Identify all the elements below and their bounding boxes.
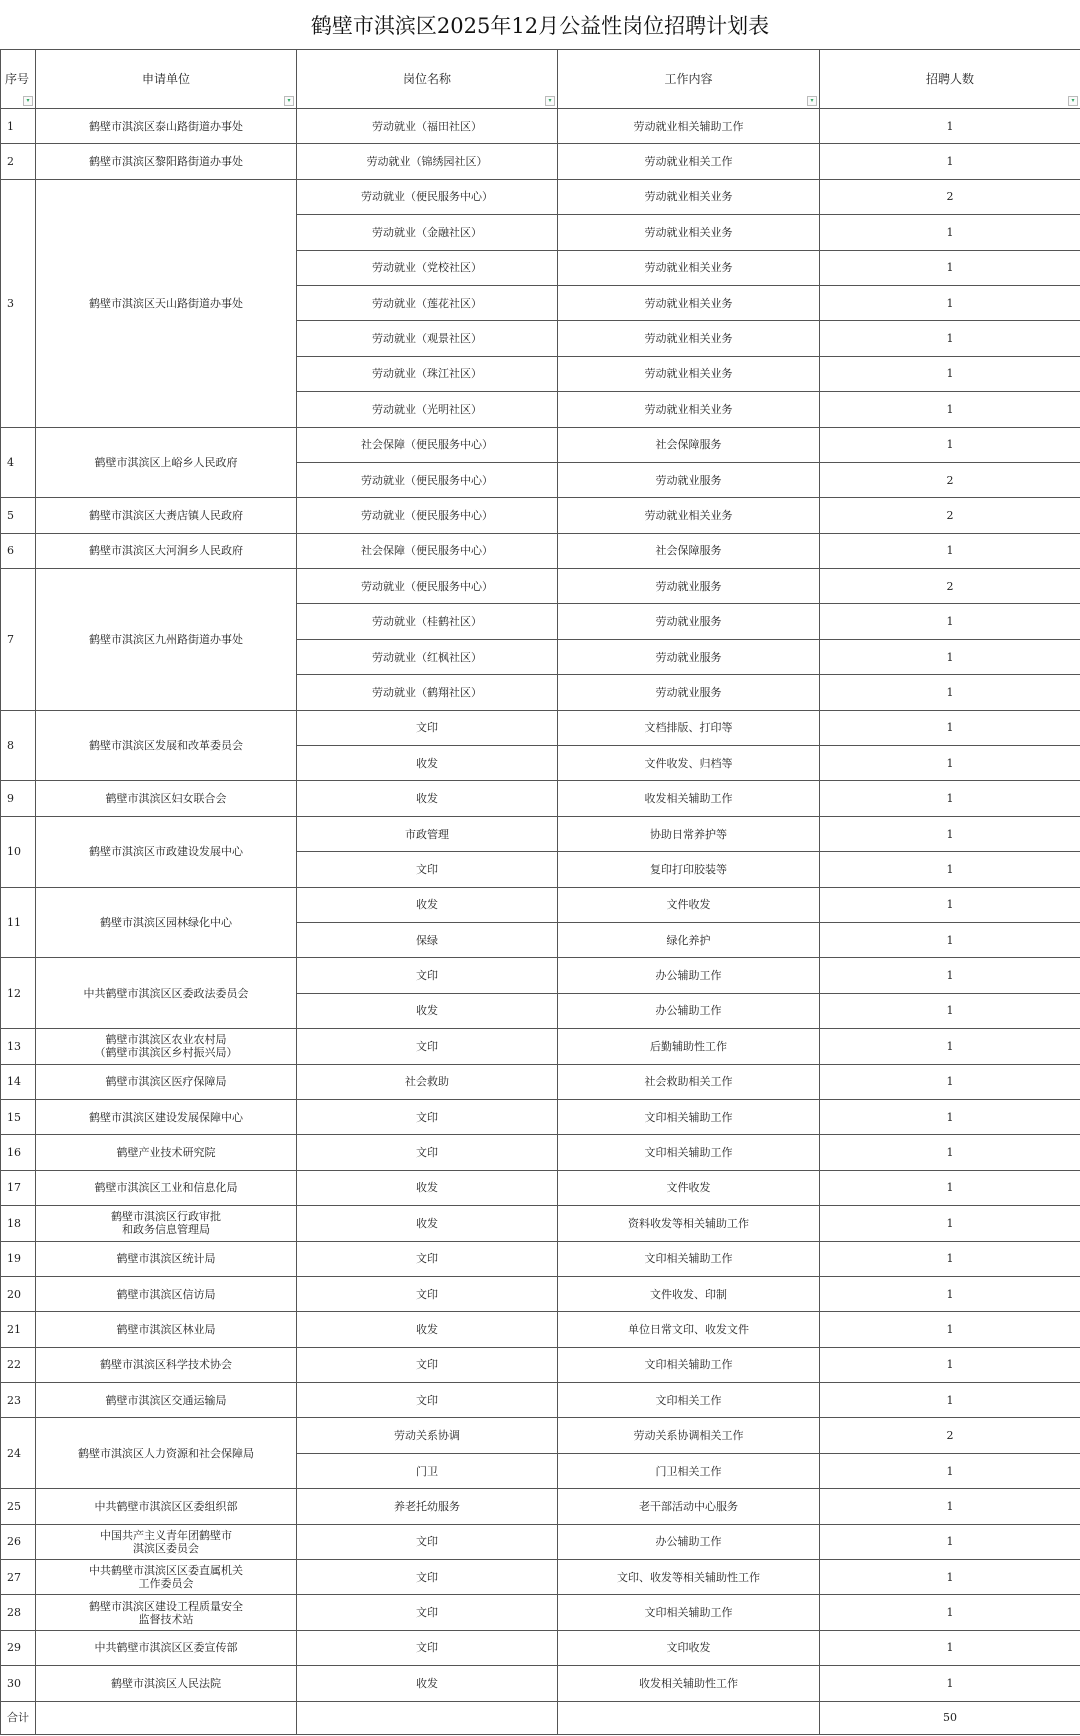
row-position: 劳动就业（红枫社区） [297,639,558,674]
row-position: 门卫 [297,1453,558,1488]
row-position: 文印 [297,958,558,993]
table-row [1,1029,1080,1064]
row-content: 劳动就业相关业务 [558,179,820,214]
row-seq: 2 [1,144,36,179]
row-unit: 鹤壁市淇滨区市政建设发展中心 [36,816,297,887]
table-row [1,1276,1080,1311]
row-unit: 鹤壁市淇滨区科学技术协会 [36,1347,297,1382]
row-seq: 21 [1,1312,36,1347]
row-count: 1 [820,1206,1080,1241]
row-unit: 鹤壁市淇滨区农业农村局 （鹤壁市淇滨区乡村振兴局） [36,1029,297,1064]
row-count: 2 [820,498,1080,533]
row-count: 1 [820,1064,1080,1099]
row-seq: 17 [1,1170,36,1205]
row-position: 文印 [297,1029,558,1064]
row-seq: 22 [1,1347,36,1382]
row-seq: 27 [1,1560,36,1595]
row-count: 1 [820,746,1080,781]
row-content: 收发相关辅助工作 [558,781,820,816]
row-content: 劳动关系协调相关工作 [558,1418,820,1453]
row-count: 1 [820,215,1080,250]
row-content: 文印、收发等相关辅助性工作 [558,1560,820,1595]
header-unit-label: 申请单位 [141,71,190,86]
row-seq: 10 [1,816,36,887]
row-position: 养老托幼服务 [297,1489,558,1524]
page-title: 鹤壁市淇滨区2025年12月公益性岗位招聘计划表 [310,14,770,38]
row-seq: 5 [1,498,36,533]
row-position: 收发 [297,993,558,1028]
row-position: 保绿 [297,922,558,957]
row-count: 2 [820,179,1080,214]
table-row [1,1347,1080,1382]
row-content: 办公辅助工作 [558,958,820,993]
row-unit: 鹤壁市淇滨区交通运输局 [36,1383,297,1418]
row-position: 文印 [297,1595,558,1630]
row-count: 1 [820,781,1080,816]
row-unit: 鹤壁市淇滨区信访局 [36,1276,297,1311]
row-count: 1 [820,356,1080,391]
row-position: 文印 [297,1524,558,1559]
row-content: 劳动就业相关辅助工作 [558,109,820,144]
row-position: 劳动就业（珠江社区） [297,356,558,391]
row-unit: 鹤壁市淇滨区发展和改革委员会 [36,710,297,781]
row-seq: 16 [1,1135,36,1170]
row-count: 1 [820,639,1080,674]
row-content: 收发相关辅助性工作 [558,1666,820,1701]
table-row [1,1206,1080,1241]
row-count: 1 [820,109,1080,144]
row-seq: 18 [1,1206,36,1241]
row-position: 劳动就业（莲花社区） [297,285,558,320]
row-content: 劳动就业相关工作 [558,144,820,179]
table-row [1,710,1080,745]
row-content: 文件收发 [558,1170,820,1205]
row-position: 劳动就业（便民服务中心） [297,498,558,533]
row-position: 社会保障（便民服务中心） [297,427,558,462]
row-content: 办公辅助工作 [558,993,820,1028]
row-seq: 4 [1,427,36,498]
row-content: 协助日常养护等 [558,816,820,851]
row-seq: 19 [1,1241,36,1276]
row-position: 劳动关系协调 [297,1418,558,1453]
header-position-label: 岗位名称 [402,71,451,86]
row-unit: 鹤壁市淇滨区工业和信息化局 [36,1170,297,1205]
table-row [1,1524,1080,1559]
row-position: 文印 [297,1241,558,1276]
row-content: 劳动就业相关业务 [558,498,820,533]
row-unit: 鹤壁市淇滨区大河涧乡人民政府 [36,533,297,568]
row-position: 劳动就业（党校社区） [297,250,558,285]
table-row [1,1099,1080,1134]
row-count: 1 [820,1383,1080,1418]
row-unit: 鹤壁市淇滨区医疗保障局 [36,1064,297,1099]
row-seq: 3 [1,179,36,427]
row-content: 文印相关辅助工作 [558,1135,820,1170]
row-count: 1 [820,321,1080,356]
filter-dropdown-icon[interactable]: ▾ [23,96,33,106]
row-count: 1 [820,1135,1080,1170]
row-content: 社会保障服务 [558,533,820,568]
row-unit: 中共鹤壁市淇滨区区委组织部 [36,1489,297,1524]
table-row [1,533,1080,568]
row-position: 文印 [297,1135,558,1170]
table-row [1,781,1080,816]
row-count: 1 [820,1029,1080,1064]
table-row [1,1666,1080,1701]
row-count: 2 [820,569,1080,604]
row-seq: 25 [1,1489,36,1524]
row-position: 文印 [297,1383,558,1418]
row-count: 1 [820,604,1080,639]
row-position: 劳动就业（观景社区） [297,321,558,356]
row-unit: 鹤壁市淇滨区林业局 [36,1312,297,1347]
row-count: 1 [820,1170,1080,1205]
row-count: 1 [820,1099,1080,1134]
row-seq: 13 [1,1029,36,1064]
table-row [1,1595,1080,1630]
header-row [1,50,1080,109]
row-count: 1 [820,1312,1080,1347]
row-content: 绿化养护 [558,922,820,957]
row-position: 文印 [297,1560,558,1595]
row-count: 1 [820,710,1080,745]
row-seq: 14 [1,1064,36,1099]
row-count: 1 [820,1489,1080,1524]
table-row [1,816,1080,851]
row-seq: 29 [1,1630,36,1665]
filter-dropdown-icon[interactable]: ▾ [807,96,817,106]
row-content: 门卫相关工作 [558,1453,820,1488]
table-row [1,1170,1080,1205]
table-row [1,569,1080,604]
row-count: 1 [820,250,1080,285]
row-unit: 鹤壁市淇滨区统计局 [36,1241,297,1276]
row-content: 文印收发 [558,1630,820,1665]
row-unit: 中共鹤壁市淇滨区区委政法委员会 [36,958,297,1029]
row-unit: 中共鹤壁市淇滨区区委直属机关 工作委员会 [36,1560,297,1595]
row-position: 文印 [297,710,558,745]
row-count: 1 [820,1347,1080,1382]
row-seq: 9 [1,781,36,816]
table-row [1,1489,1080,1524]
filter-dropdown-icon[interactable]: ▾ [1068,96,1078,106]
row-position: 劳动就业（桂鹤社区） [297,604,558,639]
row-content: 文印相关辅助工作 [558,1099,820,1134]
row-count: 2 [820,462,1080,497]
header-content-label: 工作内容 [664,71,713,86]
row-content: 劳动就业服务 [558,462,820,497]
header-seq [1,50,36,109]
row-seq: 30 [1,1666,36,1701]
header-position [297,50,558,109]
row-content: 资料收发等相关辅助工作 [558,1206,820,1241]
header-content [558,50,820,109]
row-count: 1 [820,887,1080,922]
row-content: 劳动就业相关业务 [558,250,820,285]
row-unit: 鹤壁市淇滨区上峪乡人民政府 [36,427,297,498]
row-count: 1 [820,993,1080,1028]
row-position: 劳动就业（鹤翔社区） [297,675,558,710]
row-position: 劳动就业（金融社区） [297,215,558,250]
row-count: 1 [820,922,1080,957]
row-unit: 中共鹤壁市淇滨区区委宣传部 [36,1630,297,1665]
table-row [1,427,1080,462]
row-content: 劳动就业服务 [558,569,820,604]
row-position: 社会保障（便民服务中心） [297,533,558,568]
table-row [1,144,1080,179]
row-content: 劳动就业相关业务 [558,285,820,320]
row-content: 劳动就业服务 [558,675,820,710]
row-content: 文印相关工作 [558,1383,820,1418]
row-seq: 7 [1,569,36,711]
row-seq: 23 [1,1383,36,1418]
row-unit: 鹤壁产业技术研究院 [36,1135,297,1170]
row-unit: 鹤壁市淇滨区行政审批 和政务信息管理局 [36,1206,297,1241]
table-row [1,1418,1080,1453]
row-unit: 鹤壁市淇滨区人民法院 [36,1666,297,1701]
header-seq-label: 序号 [5,71,30,86]
total-count: 50 [820,1701,1080,1734]
row-position: 收发 [297,1206,558,1241]
row-seq: 24 [1,1418,36,1489]
total-label: 合计 [1,1701,36,1734]
table-row [1,179,1080,214]
total-empty-cell [297,1701,558,1734]
row-unit: 鹤壁市淇滨区建设发展保障中心 [36,1099,297,1134]
row-count: 1 [820,1595,1080,1630]
row-count: 2 [820,1418,1080,1453]
table-row [1,1135,1080,1170]
row-content: 复印打印胶装等 [558,852,820,887]
row-count: 1 [820,285,1080,320]
row-position: 收发 [297,1312,558,1347]
row-content: 劳动就业服务 [558,639,820,674]
row-seq: 1 [1,109,36,144]
row-content: 文件收发 [558,887,820,922]
row-count: 1 [820,1276,1080,1311]
row-unit: 鹤壁市淇滨区妇女联合会 [36,781,297,816]
row-position: 文印 [297,1276,558,1311]
row-unit: 鹤壁市淇滨区泰山路街道办事处 [36,109,297,144]
row-count: 1 [820,1241,1080,1276]
row-position: 劳动就业（光明社区） [297,392,558,427]
row-count: 1 [820,816,1080,851]
row-unit: 鹤壁市淇滨区天山路街道办事处 [36,179,297,427]
row-unit: 鹤壁市淇滨区大赉店镇人民政府 [36,498,297,533]
row-position: 劳动就业（锦绣园社区） [297,144,558,179]
table-row [1,887,1080,922]
row-unit: 鹤壁市淇滨区建设工程质量安全 监督技术站 [36,1595,297,1630]
row-count: 1 [820,1630,1080,1665]
row-position: 劳动就业（便民服务中心） [297,462,558,497]
row-seq: 26 [1,1524,36,1559]
row-count: 1 [820,392,1080,427]
row-content: 劳动就业相关业务 [558,215,820,250]
row-content: 文件收发、归档等 [558,746,820,781]
table-row [1,1630,1080,1665]
row-position: 收发 [297,746,558,781]
row-content: 单位日常文印、收发文件 [558,1312,820,1347]
row-position: 收发 [297,887,558,922]
row-count: 1 [820,675,1080,710]
table-row [1,958,1080,993]
total-empty-cell [36,1701,297,1734]
row-content: 劳动就业相关业务 [558,321,820,356]
table-row [1,1383,1080,1418]
row-content: 文档排版、打印等 [558,710,820,745]
row-content: 文印相关辅助工作 [558,1595,820,1630]
row-content: 劳动就业相关业务 [558,392,820,427]
row-unit: 鹤壁市淇滨区九州路街道办事处 [36,569,297,711]
row-content: 后勤辅助性工作 [558,1029,820,1064]
row-seq: 6 [1,533,36,568]
filter-dropdown-icon[interactable]: ▾ [545,96,555,106]
recruitment-plan-table [0,49,1080,1735]
row-content: 社会救助相关工作 [558,1064,820,1099]
table-row [1,1241,1080,1276]
row-count: 1 [820,1560,1080,1595]
filter-dropdown-icon[interactable]: ▾ [284,96,294,106]
row-seq: 15 [1,1099,36,1134]
row-content: 劳动就业服务 [558,604,820,639]
row-content: 办公辅助工作 [558,1524,820,1559]
row-position: 文印 [297,1099,558,1134]
row-seq: 20 [1,1276,36,1311]
row-count: 1 [820,144,1080,179]
table-body [1,109,1080,1702]
row-seq: 12 [1,958,36,1029]
header-count-label: 招聘人数 [925,71,974,86]
row-content: 文印相关辅助工作 [558,1347,820,1382]
row-position: 收发 [297,1666,558,1701]
row-unit: 鹤壁市淇滨区园林绿化中心 [36,887,297,958]
row-position: 市政管理 [297,816,558,851]
row-position: 文印 [297,1347,558,1382]
row-content: 文印相关辅助工作 [558,1241,820,1276]
total-empty-cell [558,1701,820,1734]
row-count: 1 [820,1666,1080,1701]
row-position: 文印 [297,852,558,887]
total-row [1,1701,1080,1734]
row-content: 文件收发、印制 [558,1276,820,1311]
row-position: 收发 [297,781,558,816]
table-row [1,109,1080,144]
row-position: 收发 [297,1170,558,1205]
table-row [1,1064,1080,1099]
row-unit: 鹤壁市淇滨区人力资源和社会保障局 [36,1418,297,1489]
row-count: 1 [820,1453,1080,1488]
row-position: 劳动就业（便民服务中心） [297,569,558,604]
row-seq: 28 [1,1595,36,1630]
row-unit: 鹤壁市淇滨区黎阳路街道办事处 [36,144,297,179]
row-position: 劳动就业（福田社区） [297,109,558,144]
row-position: 社会救助 [297,1064,558,1099]
table-row [1,498,1080,533]
row-seq: 11 [1,887,36,958]
header-count [820,50,1080,109]
row-count: 1 [820,958,1080,993]
row-unit: 中国共产主义青年团鹤壁市 淇滨区委员会 [36,1524,297,1559]
row-count: 1 [820,1524,1080,1559]
row-content: 老干部活动中心服务 [558,1489,820,1524]
table-row [1,1312,1080,1347]
row-content: 劳动就业相关业务 [558,356,820,391]
row-content: 社会保障服务 [558,427,820,462]
header-unit [36,50,297,109]
row-seq: 8 [1,710,36,781]
row-count: 1 [820,427,1080,462]
row-position: 劳动就业（便民服务中心） [297,179,558,214]
table-row [1,1560,1080,1595]
row-count: 1 [820,533,1080,568]
row-count: 1 [820,852,1080,887]
row-position: 文印 [297,1630,558,1665]
